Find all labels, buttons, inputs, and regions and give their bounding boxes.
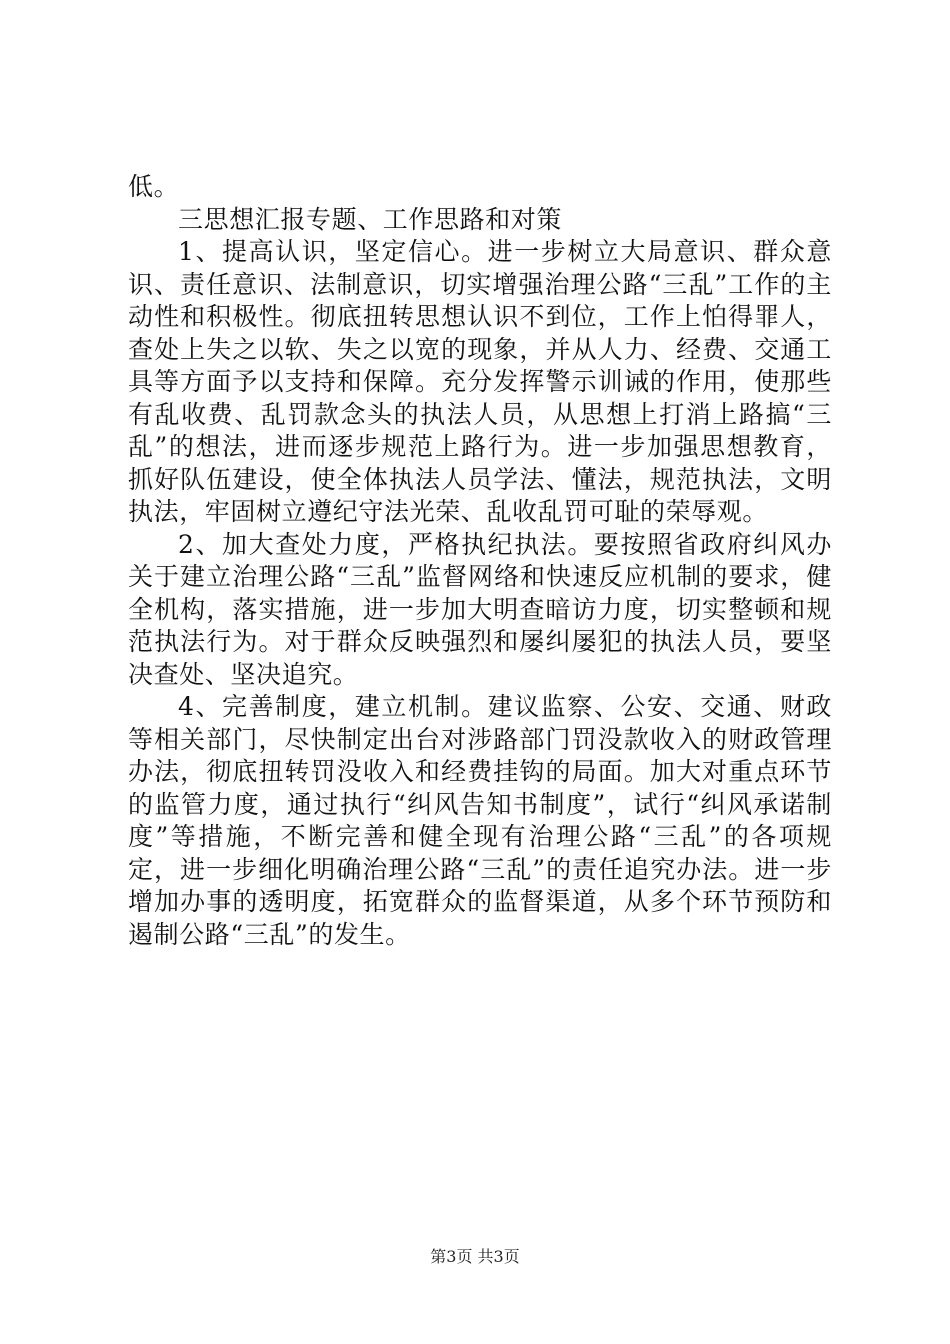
- page-footer: 第3页 共3页: [430, 1247, 520, 1266]
- paragraph-item-4: 4、完善制度，建立机制。建议监察、公安、交通、财政等相关部门，尽快制定出台对涉路部门罚没款收入的财政管理办法，彻底扭转罚没收入和经费挂钩的局面。加大对重点环节的监管力度，通过执行“纠风告知书制度”，试行“纠风承诺制度”等措施，不断完善和健全现有治理公路“三乱”的各项规定，进一步细化明确治理公路“三乱”的责任追究办法。进一步增加办事的透明度，拓宽群众的监督渠道，从多个环节预防和遏制公路“三乱”的发生。: [128, 692, 832, 949]
- paragraph-continuation: 低。: [128, 172, 180, 201]
- document-body: [128, 171, 832, 951]
- section-heading: 三思想汇报专题、工作思路和对策: [178, 204, 563, 234]
- paragraph-item-2: 2、加大查处力度，严格执纪执法。要按照省政府纠风办关于建立治理公路“三乱”监督网络和快速反应机制的要求，健全机构，落实措施，进一步加大明查暗访力度，切实整顿和规范执法行为。对于群众反映强烈和屡纠屡犯的执法人员，要坚决查处、坚决追究。: [128, 529, 832, 689]
- paragraph-item-1: 1、提高认识，坚定信心。进一步树立大局意识、群众意识、责任意识、法制意识，切实增强治理公路“三乱”工作的主动性和积极性。彻底扭转思想认识不到位，工作上怕得罪人，查处上失之以软、失之以宽的现象，并从人力、经费、交通工具等方面予以支持和保障。充分发挥警示训诫的作用，使那些有乱收费、乱罚款念头的执法人员，从思想上打消上路搞“三乱”的想法，进而逐步规范上路行为。进一步加强思想教育，抓好队伍建设，使全体执法人员学法、懂法，规范执法，文明执法，牢固树立遵纪守法光荣、乱收乱罚可耻的荣辱观。: [128, 237, 832, 526]
